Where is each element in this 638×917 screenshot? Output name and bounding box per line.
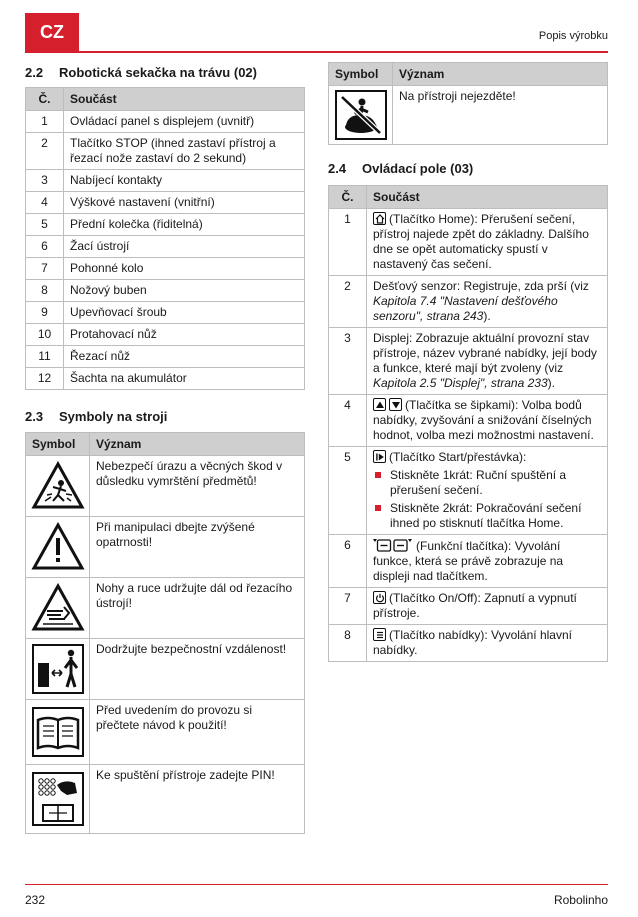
row-number: 8 (26, 280, 64, 302)
row-number: 5 (26, 214, 64, 236)
row-text: Protahovací nůž (64, 324, 305, 346)
row-description: (Tlačítko Home): Přerušení sečení, přístroj najede zpět do základny. Dalšího dne se opět automaticky spustí v nastavený čas sečení. (373, 212, 589, 271)
col-symbol: Symbol (329, 63, 393, 86)
row-number: 5 (329, 447, 367, 535)
row-number: 6 (26, 236, 64, 258)
section-number: 2.2 (25, 65, 44, 80)
table-row (329, 535, 608, 588)
table-row (26, 324, 305, 346)
row-text: Žací ústrojí (64, 236, 305, 258)
row-text (367, 209, 608, 276)
caution-exclamation-icon (29, 522, 86, 572)
row-description-end: ). (483, 309, 491, 323)
row-text: Přední kolečka (řiditelná) (64, 214, 305, 236)
pin-entry-icon (29, 771, 86, 827)
row-description: (Funkční tlačítka): Vyvolání funkce, která se právě zobrazuje na displeji nad tlačítkem. (373, 539, 564, 583)
row-text: Nožový buben (64, 280, 305, 302)
table-row (329, 209, 608, 276)
table-row (329, 86, 608, 145)
table-row (329, 328, 608, 395)
row-description-end: ). (547, 376, 555, 390)
col-symbol: Symbol (26, 433, 90, 456)
row-description: (Tlačítko nabídky): Vyvolání hlavní nabídky. (373, 628, 572, 657)
row-text (367, 276, 608, 328)
row-number: 3 (26, 170, 64, 192)
row-number: 9 (26, 302, 64, 324)
row-text: Ke spuštění přístroje zadejte PIN! (90, 765, 305, 834)
table-row (329, 588, 608, 625)
row-text: Pohonné kolo (64, 258, 305, 280)
section-number: 2.3 (25, 409, 44, 424)
row-text: Před uvedením do provozu si přečtete návod k použití! (90, 700, 305, 765)
row-text: Ovládací panel s displejem (uvnitř) (64, 111, 305, 133)
row-text (367, 535, 608, 588)
section-2-2-heading (25, 65, 257, 80)
table-row (26, 700, 305, 765)
section-title: Ovládací pole (03) (362, 161, 474, 176)
row-text (367, 625, 608, 662)
bullet-text: Stiskněte 1krát: Ruční spuštění a přerušení sečení. (390, 468, 567, 497)
row-description: Displej: Zobrazuje aktuální provozní stav přístroje, název vybrané nabídky, její body a funkce, které mají být zvoleny (viz (373, 331, 597, 375)
row-text: Výškové nastavení (vnitřní) (64, 192, 305, 214)
row-number: 7 (26, 258, 64, 280)
section-2-3-heading (25, 409, 167, 424)
control-panel-table (328, 185, 608, 662)
symbols-table (25, 432, 305, 834)
bullet-square-icon (375, 505, 381, 511)
col-number: Č. (26, 88, 64, 111)
row-description: (Tlačítko On/Off): Zapnutí a vypnutí přístroje. (373, 591, 577, 620)
table-row (26, 456, 305, 517)
row-number: 2 (26, 133, 64, 170)
table-row (26, 236, 305, 258)
table-row (26, 214, 305, 236)
row-text: Upevňovací šroub (64, 302, 305, 324)
start-pause-button-icon (373, 450, 386, 463)
row-text (367, 328, 608, 395)
row-text: Dodržujte bezpečnostní vzdálenost! (90, 639, 305, 700)
row-number: 2 (329, 276, 367, 328)
footer-divider (25, 884, 608, 885)
row-text (367, 588, 608, 625)
row-number: 12 (26, 368, 64, 390)
symbol-cell (329, 86, 393, 145)
row-description: (Tlačítko Start/přestávka): (389, 450, 527, 464)
symbols-table-continued (328, 62, 608, 145)
arrow-down-button-icon (389, 398, 402, 411)
table-row (26, 368, 305, 390)
row-text (367, 447, 608, 535)
table-row (26, 280, 305, 302)
safety-distance-icon (29, 643, 86, 695)
table-row (26, 302, 305, 324)
header-divider (25, 51, 608, 53)
table-row (26, 517, 305, 578)
cutting-blade-warning-icon (29, 583, 86, 633)
function-buttons-icon (373, 538, 413, 552)
page-number: 232 (25, 893, 46, 907)
row-description: (Tlačítka se šipkami): Volba bodů nabídky, zvyšování a snižování číselných hodnot, volba mezi možnostmi nastavení. (373, 398, 594, 442)
home-button-icon (373, 212, 386, 225)
table-header-row (26, 88, 305, 111)
table-row (26, 192, 305, 214)
bullet-text: Stiskněte 2krát: Pokračování sečení ihned po stisknutí tlačítka Home. (390, 501, 582, 530)
row-number: 1 (329, 209, 367, 276)
row-number: 1 (26, 111, 64, 133)
table-row (26, 170, 305, 192)
bullet-item (373, 501, 601, 531)
symbol-cell (26, 456, 90, 517)
row-number: 6 (329, 535, 367, 588)
row-text: Tlačítko STOP (ihned zastaví přístroj a řezací nože zastaví do 2 sekund) (64, 133, 305, 170)
table-row (26, 111, 305, 133)
col-meaning: Význam (393, 63, 608, 86)
table-row (26, 765, 305, 834)
table-header-row (329, 186, 608, 209)
no-riding-icon (332, 89, 389, 141)
table-row (329, 447, 608, 535)
symbol-cell (26, 517, 90, 578)
section-title: Symboly na stroji (59, 409, 168, 424)
bullet-item (373, 468, 601, 498)
row-text: Nebezpečí úrazu a věcných škod v důsledku vymrštění předmětů! (90, 456, 305, 517)
symbol-cell (26, 639, 90, 700)
row-number: 7 (329, 588, 367, 625)
components-table (25, 87, 305, 390)
row-number: 11 (26, 346, 64, 368)
row-number: 8 (329, 625, 367, 662)
table-header-row (329, 63, 608, 86)
symbol-cell (26, 700, 90, 765)
cross-reference: Kapitola 2.5 "Displej", strana 233 (373, 376, 548, 390)
footer-brand: Robolinho (553, 893, 608, 907)
table-row (26, 639, 305, 700)
menu-button-icon (373, 628, 386, 641)
table-row (329, 276, 608, 328)
cross-reference: Kapitola 7.4 "Nastavení dešťového senzoru", strana 243 (373, 294, 558, 323)
bullet-square-icon (375, 472, 381, 478)
section-title: Robotická sekačka na trávu (02) (59, 65, 257, 80)
arrow-up-button-icon (373, 398, 386, 411)
row-text: Při manipulaci dbejte zvýšené opatrnosti! (90, 517, 305, 578)
section-number: 2.4 (328, 161, 347, 176)
table-row (329, 625, 608, 662)
row-number: 4 (26, 192, 64, 214)
row-text: Nabíjecí kontakty (64, 170, 305, 192)
row-text: Šachta na akumulátor (64, 368, 305, 390)
row-text (367, 395, 608, 447)
power-button-icon (373, 591, 386, 604)
col-number: Č. (329, 186, 367, 209)
thrown-objects-warning-icon (29, 461, 86, 511)
table-row (26, 258, 305, 280)
row-description: Dešťový senzor: Registruje, zda prší (viz (373, 279, 589, 293)
row-number: 10 (26, 324, 64, 346)
col-meaning: Význam (90, 433, 305, 456)
row-text: Řezací nůž (64, 346, 305, 368)
row-number: 3 (329, 328, 367, 395)
table-row (26, 346, 305, 368)
col-component: Součást (367, 186, 608, 209)
language-badge: CZ (25, 13, 79, 51)
col-component: Součást (64, 88, 305, 111)
symbol-cell (26, 578, 90, 639)
table-header-row (26, 433, 305, 456)
header-title: Popis výrobku (538, 30, 608, 42)
row-text: Na přístroji nejezděte! (393, 86, 608, 145)
read-manual-icon (29, 706, 86, 758)
section-2-4-heading (328, 161, 473, 176)
table-row (329, 395, 608, 447)
table-row (26, 578, 305, 639)
symbol-cell (26, 765, 90, 834)
row-number: 4 (329, 395, 367, 447)
row-text: Nohy a ruce udržujte dál od řezacího ústrojí! (90, 578, 305, 639)
table-row (26, 133, 305, 170)
